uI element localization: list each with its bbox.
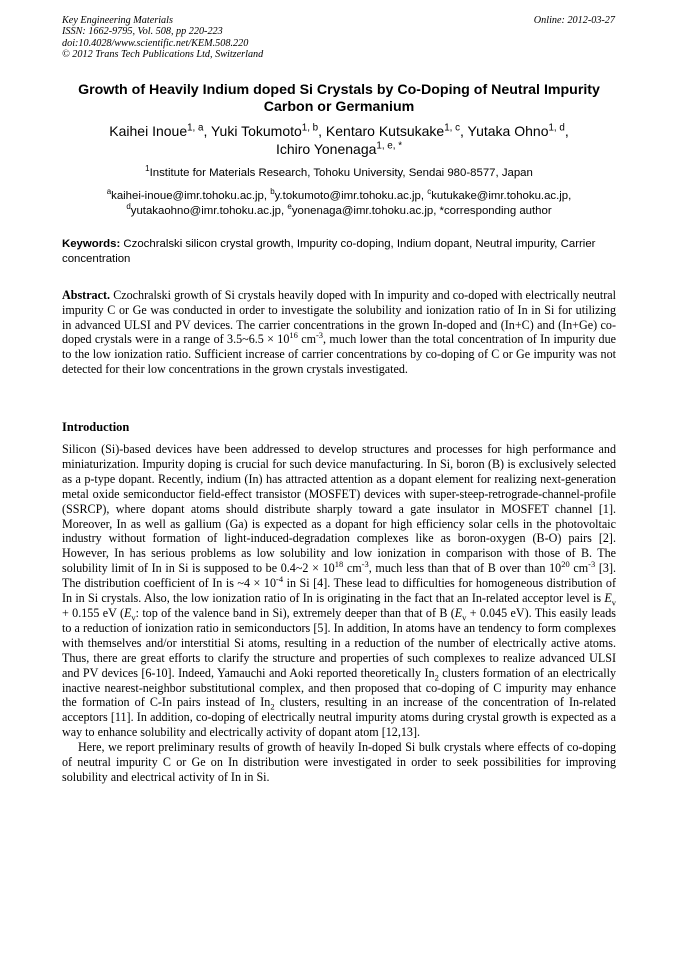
author-affiliation-mark: 1, a — [187, 122, 204, 134]
abstract: Abstract. Czochralski growth of Si crystals heavily doped with In impurity and co-doped with electrically neutral impurity C or Ge was conducted in order to investigate the solubility and ionization ratio of In in Si for utilizing in advanced ULSI and PV devices. The carrier concentrations in the grown In-doped and (In+C) and (In+Ge) co-doped crystals were in a range of 3.5~6.5 × $10^{16}$ $cm^{-3}$, much lower than the total concentration of In impurity due to the low ionization ratio. Sufficient increase of carrier concentrations by co-doping of C or Ge impurity was not detected for their low concentrations in the grown crystals investigated. — [62, 288, 616, 376]
author-emails: $^a$kaihei-inoue@imr.tohoku.ac.jp, $^b$y.tokumoto@imr.tohoku.ac.jp, $^c$kutukake@imr.tohoku.ac.jp, $^d$yutakaohno@imr.tohoku.ac.jp, $^e$yonenaga@imr.tohoku.ac.jp, *corresponding author — [106, 187, 572, 217]
introduction-body — [62, 442, 616, 785]
paragraph: Silicon (Si)-based devices have been addressed to develop structures and processes for high performance and miniaturization. Impurity doping is crucial for such device manufacturing. In Si, boron (B) is exclusively selected as a p-type dopant. Recently, indium (In) has attracted attention as a dopant element for realizing next-generation metal oxide semiconductor field-effect transistor (MOSFET) devices with super-steep-retrograde-channel-profile (SSRCP), where dopant atoms should distribute sharply toward a gate insulator in MOSFET channel [1]. Moreover, In as well as gallium (Ga) is expected as a dopant for high efficiency solar cells in the photovoltaic industry without formation of light-induced-degradation complexes like as boron-oxygen (B-O) pairs [2]. However, In has serious problems as low solubility and low ionization in comparison with those of B. The solubility limit of In in Si is supposed to be 0.4~2 × $10^{18}$ $cm^{-3}$, much less than that of B over than $10^{20}$ $cm^{-3}$ [3]. The distribution coefficient of In is ~4 × $10^{-4}$ in Si [4]. These lead to difficulties for homogeneous distribution of In in Si crystals. Also, the low ionization ratio of In is originating in the fact that an In-related acceptor level is $E_v + 0.155$ eV ($E_v$: top of the valence band in Si), extremely deeper than that of B ($E_v + 0.045$ eV). This easily leads to a reduction of ionization ratio in semiconductors [5]. In addition, In atoms have an tendency to form complexes with themselves and/or interstitial Si atoms, resulting in a reduction of the number of electrically active atoms. Thus, there are great efforts to clarify the structure and properties of such complexes to realize advanced ULSI and PV devices [6-10]. Indeed, Yamauchi and Aoki reported theoretically $In_2$ clusters formation of an electrically inactive nearest-neighbor substitutional complex, and then proposed that co-doping of C impurity may enhance the formation of C-In pairs instead of $In_2$ clusters, resulting in an increase of the concentration of In-related acceptors [11]. In addition, co-doping of electrically neutral impurity atoms during crystal growth is expected as a way to enhance solubility and electrically activity of dopant atom [12,13]. — [62, 442, 616, 740]
section-heading-introduction: Introduction — [62, 420, 130, 434]
email-link[interactable]: yonenaga@imr.tohoku.ac.jp — [291, 205, 434, 217]
author-name: Kaihei Inoue — [109, 123, 188, 139]
journal-name: Key Engineering Materials — [62, 15, 173, 26]
issn-line: ISSN: 1662-9795, Vol. 508, pp 220-223 — [62, 26, 223, 38]
author-list: Kaihei Inoue$^{1, a}$, Yuki Tokumoto$^{1, b}$, Kentaro Kutsukake$^{1, c}$, Yutaka Ohno$^{1, d}$, Ichiro Yonenaga$^{1, e, *}$ — [109, 122, 569, 157]
abstract-label: Abstract. — [62, 288, 111, 302]
copyright-line: © 2012 Trans Tech Publications Ltd, Switzerland — [62, 49, 264, 61]
author-name: Kentaro Kutsukake — [325, 123, 445, 139]
author-affiliation-mark: 1, d — [548, 122, 565, 134]
author-affiliation-mark: 1, c — [444, 122, 460, 134]
keywords-text: Czochralski silicon crystal growth, Impurity co-doping, Indium dopant, Neutral impurity, Carrier concentration — [62, 238, 596, 265]
doi-line: doi:10.4028/www.scientific.net/KEM.508.220 — [62, 37, 249, 49]
keywords-label: Keywords: — [62, 238, 121, 250]
online-date: Online: 2012-03-27 — [533, 15, 615, 26]
email-link[interactable]: kutukake@imr.tohoku.ac.jp — [431, 190, 569, 202]
paragraph: Here, we report preliminary results of growth of heavily In-doped Si bulk crystals where effects of co-doping of neutral impurity C or Ge on In distribution were investigated in order to seek possibilities for improving solubility and electrical activity of In in Si. — [62, 740, 616, 784]
author-name: Yuki Tokumoto — [210, 123, 302, 139]
affiliation-text: Institute for Materials Research, Tohoku University, Sendai 980-8577, Japan — [149, 167, 533, 179]
corresponding-author-note: *corresponding author — [439, 205, 552, 217]
author-affiliation-mark: 1, e, * — [376, 140, 403, 152]
email-link[interactable]: y.tokumoto@imr.tohoku.ac.jp — [274, 190, 421, 202]
email-link[interactable]: yutakaohno@imr.tohoku.ac.jp — [130, 205, 282, 217]
journal-metadata — [62, 15, 263, 61]
keywords — [62, 237, 616, 267]
affiliation — [62, 164, 616, 179]
paper-title: Growth of Heavily Indium doped Si Crystals by Co-Doping of Neutral Impurity Carbon or Germanium — [78, 82, 600, 115]
author-affiliation-mark: 1, b — [301, 122, 319, 134]
author-name: Yutaka Ohno — [467, 123, 549, 139]
author-name: Ichiro Yonenaga — [275, 141, 377, 157]
email-link[interactable]: kaihei-inoue@imr.tohoku.ac.jp — [111, 190, 264, 202]
affiliation-mark: 1 — [145, 164, 150, 174]
